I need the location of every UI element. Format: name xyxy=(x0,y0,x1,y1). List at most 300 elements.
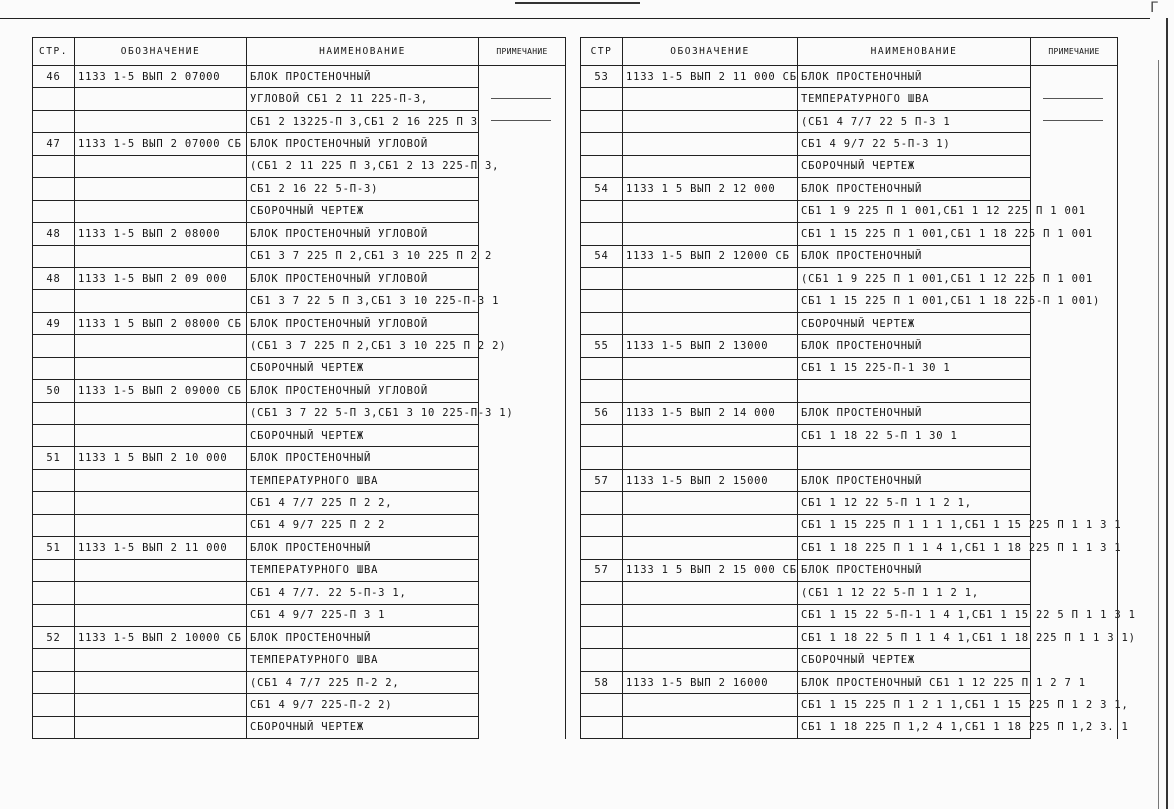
name-cell xyxy=(798,380,1031,402)
name-cell: БЛОК ПРОСТЕНОЧНЫЙ xyxy=(798,559,1031,581)
table-row xyxy=(33,357,479,379)
designation-cell: 1133 1-5 ВЫП 2 09 000 xyxy=(75,267,247,289)
page-cell xyxy=(581,110,623,132)
page-column-header: СТР xyxy=(581,38,623,66)
notes-cell xyxy=(1031,133,1118,155)
designation-cell: 1133 1 5 ВЫП 2 08000 СБ xyxy=(75,312,247,334)
table-row xyxy=(33,626,479,648)
name-cell: СБ1 4 7/7. 22 5-П-3 1, xyxy=(247,582,479,604)
notes-cell xyxy=(479,66,566,88)
page-cell: 56 xyxy=(581,402,623,424)
notes-cell xyxy=(1031,671,1118,693)
table-row xyxy=(581,402,1031,424)
notes-cell xyxy=(1031,447,1118,469)
corner-mark: Г xyxy=(1150,0,1159,16)
designation-cell: 1133 1-5 ВЫП 2 07000 СБ xyxy=(75,133,247,155)
name-cell: БЛОК ПРОСТЕНОЧНЫЙ xyxy=(798,245,1031,267)
page-cell xyxy=(581,155,623,177)
name-cell: БЛОК ПРОСТЕНОЧНЫЙ xyxy=(798,66,1031,88)
name-cell: БЛОК ПРОСТЕНОЧНЫЙ xyxy=(798,178,1031,200)
designation-cell xyxy=(623,200,798,222)
table-row xyxy=(33,537,479,559)
name-cell: (СБ1 1 9 225 П 1 001,СБ1 1 12 225 П 1 001 xyxy=(798,267,1031,289)
designation-cell xyxy=(75,88,247,110)
right-notes-column xyxy=(1030,37,1118,739)
page-cell xyxy=(33,178,75,200)
page-cell xyxy=(581,200,623,222)
notes-cell xyxy=(479,649,566,671)
page-cell xyxy=(581,88,623,110)
designation-cell: 1133 1 5 ВЫП 2 10 000 xyxy=(75,447,247,469)
table-row xyxy=(581,66,1031,88)
designation-cell: 1133 1-5 ВЫП 2 09000 СБ xyxy=(75,380,247,402)
page-cell xyxy=(33,155,75,177)
table-row xyxy=(581,514,1031,536)
name-cell: СБОРОЧНЫЙ ЧЕРТЕЖ xyxy=(798,155,1031,177)
designation-cell xyxy=(623,537,798,559)
page-cell xyxy=(581,380,623,402)
designation-cell xyxy=(75,604,247,626)
designation-cell: 1133 1-5 ВЫП 2 13000 xyxy=(623,335,798,357)
page-cell xyxy=(581,694,623,716)
table-row xyxy=(581,559,1031,581)
name-cell: БЛОК ПРОСТЕНОЧНЫЙ xyxy=(247,626,479,648)
name-cell: СБ1 3 7 22 5 П 3,СБ1 3 10 225-П-3 1 xyxy=(247,290,479,312)
designation-cell: 1133 1-5 ВЫП 2 16000 xyxy=(623,671,798,693)
page-cell xyxy=(581,626,623,648)
notes-cell xyxy=(479,380,566,402)
notes-cell xyxy=(1031,88,1118,110)
notes-cell xyxy=(1031,245,1118,267)
designation-cell: 1133 1 5 ВЫП 2 15 000 СБ xyxy=(623,559,798,581)
name-cell: БЛОК ПРОСТЕНОЧНЫЙ xyxy=(798,469,1031,491)
notes-cell xyxy=(1031,110,1118,132)
name-cell: СБ1 1 15 225 П 1 1 1 1,СБ1 1 15 225 П 1 1 3 1 xyxy=(798,514,1031,536)
name-cell: СБ1 1 18 22 5-П 1 30 1 xyxy=(798,425,1031,447)
page-cell xyxy=(581,582,623,604)
notes-cell xyxy=(479,716,566,738)
table-row xyxy=(581,582,1031,604)
notes-cell xyxy=(479,178,566,200)
page-cell xyxy=(33,245,75,267)
name-cell: СБОРОЧНЫЙ ЧЕРТЕЖ xyxy=(798,312,1031,334)
designation-cell xyxy=(623,155,798,177)
table-row xyxy=(581,223,1031,245)
designation-cell xyxy=(623,694,798,716)
notes-cell xyxy=(479,267,566,289)
table-row xyxy=(581,200,1031,222)
name-cell: ТЕМПЕРАТУРНОГО ШВА xyxy=(247,559,479,581)
notes-cell xyxy=(1031,223,1118,245)
page-column-header: СТР. xyxy=(33,38,75,66)
notes-dash xyxy=(491,120,551,121)
table-row xyxy=(581,604,1031,626)
designation-cell xyxy=(623,582,798,604)
notes-cell xyxy=(1031,335,1118,357)
page-cell: 57 xyxy=(581,469,623,491)
notes-cell xyxy=(479,537,566,559)
name-column-header: НАИМЕНОВАНИЕ xyxy=(798,38,1031,66)
page-cell xyxy=(581,290,623,312)
table-row xyxy=(33,267,479,289)
table-row xyxy=(33,425,479,447)
designation-cell xyxy=(623,626,798,648)
table-row xyxy=(33,604,479,626)
name-cell: (СБ1 4 7/7 22 5 П-3 1 xyxy=(798,110,1031,132)
table-row xyxy=(581,626,1031,648)
table-row xyxy=(33,290,479,312)
notes-cell xyxy=(1031,66,1118,88)
designation-cell xyxy=(623,447,798,469)
table-row xyxy=(33,447,479,469)
designation-cell xyxy=(75,582,247,604)
table-row xyxy=(33,223,479,245)
left-register-body xyxy=(33,66,514,739)
table-row xyxy=(581,133,1031,155)
name-cell: БЛОК ПРОСТЕНОЧНЫЙ xyxy=(798,335,1031,357)
right-register-body xyxy=(581,66,1136,739)
top-mark-line xyxy=(515,2,640,4)
table-row xyxy=(33,155,479,177)
page-cell xyxy=(33,425,75,447)
page-cell: 49 xyxy=(33,312,75,334)
page-cell xyxy=(581,357,623,379)
designation-cell xyxy=(623,223,798,245)
notes-cell xyxy=(479,559,566,581)
notes-cell xyxy=(479,425,566,447)
designation-cell xyxy=(75,716,247,738)
page-cell xyxy=(33,335,75,357)
name-cell: (СБ1 3 7 22 5-П 3,СБ1 3 10 225-П-3 1) xyxy=(247,402,479,424)
name-cell: ТЕМПЕРАТУРНОГО ШВА xyxy=(247,649,479,671)
name-cell: СБ1 4 9/7 225-П-2 2) xyxy=(247,694,479,716)
designation-cell xyxy=(75,469,247,491)
name-cell: СБ1 1 12 22 5-П 1 1 2 1, xyxy=(798,492,1031,514)
name-cell: СБ1 1 18 22 5 П 1 1 4 1,СБ1 1 18 225 П 1 1 3 1) xyxy=(798,626,1031,648)
table-row xyxy=(581,155,1031,177)
table-row xyxy=(581,716,1031,738)
notes-cell xyxy=(479,245,566,267)
table-row xyxy=(581,425,1031,447)
notes-cell xyxy=(1031,380,1118,402)
table-row xyxy=(33,402,479,424)
designation-cell xyxy=(623,88,798,110)
table-row xyxy=(33,649,479,671)
page-cell: 48 xyxy=(33,223,75,245)
table-row xyxy=(581,492,1031,514)
name-cell: БЛОК ПРОСТЕНОЧНЫЙ СБ1 1 12 225 П 1 2 7 1 xyxy=(798,671,1031,693)
notes-cell xyxy=(479,357,566,379)
notes-cell xyxy=(479,155,566,177)
designation-cell xyxy=(623,380,798,402)
name-cell: СБОРОЧНЫЙ ЧЕРТЕЖ xyxy=(247,425,479,447)
designation-cell: 1133 1-5 ВЫП 2 11 000 xyxy=(75,537,247,559)
name-cell: БЛОК ПРОСТЕНОЧНЫЙ УГЛОВОЙ xyxy=(247,380,479,402)
name-cell: БЛОК ПРОСТЕНОЧНЫЙ xyxy=(247,66,479,88)
table-row xyxy=(581,649,1031,671)
table-row xyxy=(581,312,1031,334)
page-cell xyxy=(33,694,75,716)
page-cell: 51 xyxy=(33,447,75,469)
page-cell xyxy=(33,649,75,671)
right-header-row xyxy=(581,38,1031,66)
page-cell xyxy=(33,357,75,379)
page-cell xyxy=(33,671,75,693)
page-cell: 57 xyxy=(581,559,623,581)
notes-dash xyxy=(1043,120,1103,121)
page-cell xyxy=(33,492,75,514)
notes-dash xyxy=(1043,98,1103,99)
page-cell xyxy=(33,604,75,626)
notes-cell xyxy=(1031,357,1118,379)
page-cell xyxy=(581,267,623,289)
left-register-table xyxy=(32,37,514,739)
name-cell: СБ1 1 15 225 П 1 001,СБ1 1 18 225 П 1 001 xyxy=(798,223,1031,245)
name-cell: (СБ1 3 7 225 П 2,СБ1 3 10 225 П 2 2) xyxy=(247,335,479,357)
table-row xyxy=(581,290,1031,312)
name-cell: СБ1 2 13225-П 3,СБ1 2 16 225 П 3 xyxy=(247,110,479,132)
page-cell: 55 xyxy=(581,335,623,357)
notes-cell xyxy=(479,447,566,469)
sheet-top-border xyxy=(0,18,1150,19)
name-cell: СБ1 3 7 225 П 2,СБ1 3 10 225 П 2 2 xyxy=(247,245,479,267)
notes-dash xyxy=(491,98,551,99)
page-cell xyxy=(581,133,623,155)
designation-cell xyxy=(75,514,247,536)
designation-cell: 1133 1-5 ВЫП 2 07000 xyxy=(75,66,247,88)
table-row xyxy=(33,312,479,334)
table-row xyxy=(33,66,479,88)
sheet-right-inner-border xyxy=(1158,60,1159,809)
name-cell: (СБ1 2 11 225 П 3,СБ1 2 13 225-П 3, xyxy=(247,155,479,177)
table-row xyxy=(581,267,1031,289)
page-cell xyxy=(581,537,623,559)
page-cell xyxy=(33,514,75,536)
name-cell: СБ1 1 18 225 П 1 1 4 1,СБ1 1 18 225 П 1 1 3 1 xyxy=(798,537,1031,559)
left-header-row xyxy=(33,38,479,66)
notes-cell xyxy=(479,626,566,648)
table-row xyxy=(581,447,1031,469)
designation-cell xyxy=(623,425,798,447)
notes-cell xyxy=(1031,537,1118,559)
notes-cell xyxy=(1031,312,1118,334)
name-cell: БЛОК ПРОСТЕНОЧНЫЙ xyxy=(247,537,479,559)
page-cell: 58 xyxy=(581,671,623,693)
designation-cell: 1133 1-5 ВЫП 2 11 000 СБ xyxy=(623,66,798,88)
table-row xyxy=(581,357,1031,379)
page-cell: 54 xyxy=(581,245,623,267)
name-cell: (СБ1 4 7/7 225 П-2 2, xyxy=(247,671,479,693)
notes-cell xyxy=(1031,514,1118,536)
notes-cell xyxy=(479,604,566,626)
page-cell: 48 xyxy=(33,267,75,289)
designation-cell xyxy=(75,402,247,424)
name-cell: СБОРОЧНЫЙ ЧЕРТЕЖ xyxy=(247,200,479,222)
name-cell: СБ1 4 7/7 225 П 2 2, xyxy=(247,492,479,514)
page-cell xyxy=(581,425,623,447)
notes-cell xyxy=(479,671,566,693)
designation-cell xyxy=(623,716,798,738)
page-cell xyxy=(33,290,75,312)
table-row xyxy=(33,380,479,402)
designation-cell xyxy=(623,267,798,289)
table-row xyxy=(581,110,1031,132)
designation-cell: 1133 1-5 ВЫП 2 15000 xyxy=(623,469,798,491)
table-row xyxy=(33,582,479,604)
name-cell: БЛОК ПРОСТЕНОЧНЫЙ УГЛОВОЙ xyxy=(247,312,479,334)
designation-cell: 1133 1-5 ВЫП 2 14 000 xyxy=(623,402,798,424)
notes-cell xyxy=(1031,425,1118,447)
page-cell: 54 xyxy=(581,178,623,200)
designation-cell xyxy=(75,110,247,132)
designation-column-header: ОБОЗНАЧЕНИЕ xyxy=(623,38,798,66)
table-row xyxy=(581,380,1031,402)
table-row xyxy=(581,694,1031,716)
name-cell: СБОРОЧНЫЙ ЧЕРТЕЖ xyxy=(247,716,479,738)
name-cell: БЛОК ПРОСТЕНОЧНЫЙ УГЛОВОЙ xyxy=(247,267,479,289)
name-cell: СБ1 1 15 225-П-1 30 1 xyxy=(798,357,1031,379)
designation-cell xyxy=(623,604,798,626)
designation-cell: 1133 1-5 ВЫП 2 12000 СБ xyxy=(623,245,798,267)
notes-cell xyxy=(479,402,566,424)
table-row xyxy=(33,88,479,110)
designation-cell xyxy=(75,357,247,379)
notes-cell xyxy=(479,223,566,245)
page-cell xyxy=(33,559,75,581)
designation-cell xyxy=(75,492,247,514)
notes-cell xyxy=(479,133,566,155)
name-cell: ТЕМПЕРАТУРНОГО ШВА xyxy=(798,88,1031,110)
designation-cell xyxy=(75,245,247,267)
table-row xyxy=(33,200,479,222)
designation-cell xyxy=(75,155,247,177)
table-row xyxy=(33,716,479,738)
name-cell: (СБ1 1 12 22 5-П 1 1 2 1, xyxy=(798,582,1031,604)
name-cell: БЛОК ПРОСТЕНОЧНЫЙ xyxy=(798,402,1031,424)
name-cell: БЛОК ПРОСТЕНОЧНЫЙ xyxy=(247,447,479,469)
table-row xyxy=(33,133,479,155)
designation-cell: 1133 1-5 ВЫП 2 08000 xyxy=(75,223,247,245)
designation-cell xyxy=(623,312,798,334)
designation-cell xyxy=(75,335,247,357)
notes-cell xyxy=(1031,290,1118,312)
name-cell: ТЕМПЕРАТУРНОГО ШВА xyxy=(247,469,479,491)
name-cell: СБ1 1 15 22 5-П-1 1 4 1,СБ1 1 15 22 5 П 1 1 3 1 xyxy=(798,604,1031,626)
designation-cell xyxy=(75,200,247,222)
page-cell xyxy=(581,604,623,626)
notes-cell xyxy=(1031,492,1118,514)
notes-cell xyxy=(1031,649,1118,671)
page-cell xyxy=(581,716,623,738)
designation-cell xyxy=(623,290,798,312)
name-cell: СБ1 1 9 225 П 1 001,СБ1 1 12 225 П 1 001 xyxy=(798,200,1031,222)
notes-column-header: ПРИМЕЧАНИЕ xyxy=(1031,38,1118,66)
name-cell: СБ1 2 16 22 5-П-3) xyxy=(247,178,479,200)
designation-cell xyxy=(623,514,798,536)
name-cell: СБ1 4 9/7 225-П 3 1 xyxy=(247,604,479,626)
notes-cell xyxy=(1031,178,1118,200)
table-row xyxy=(33,335,479,357)
notes-cell xyxy=(1031,604,1118,626)
table-row xyxy=(33,694,479,716)
notes-cell xyxy=(1031,582,1118,604)
designation-cell xyxy=(623,133,798,155)
page-cell: 53 xyxy=(581,66,623,88)
page-cell xyxy=(581,447,623,469)
name-cell: УГЛОВОЙ СБ1 2 11 225-П-3, xyxy=(247,88,479,110)
notes-cell xyxy=(1031,402,1118,424)
sheet-right-border xyxy=(1166,18,1168,809)
name-cell: СБ1 4 9/7 225 П 2 2 xyxy=(247,514,479,536)
table-row xyxy=(33,469,479,491)
table-row xyxy=(33,178,479,200)
name-cell: СБ1 1 15 225 П 1 2 1 1,СБ1 1 15 225 П 1 2 3 1, xyxy=(798,694,1031,716)
page-cell xyxy=(581,649,623,671)
notes-cell xyxy=(479,88,566,110)
table-row xyxy=(581,335,1031,357)
table-row xyxy=(33,514,479,536)
page-cell xyxy=(33,469,75,491)
name-column-header: НАИМЕНОВАНИЕ xyxy=(247,38,479,66)
page-cell xyxy=(581,492,623,514)
table-row xyxy=(33,245,479,267)
designation-cell xyxy=(623,492,798,514)
table-row xyxy=(581,245,1031,267)
notes-column-header: ПРИМЕЧАНИЕ xyxy=(479,38,566,66)
designation-cell xyxy=(623,357,798,379)
page-cell xyxy=(33,716,75,738)
table-row xyxy=(581,178,1031,200)
notes-cell xyxy=(1031,200,1118,222)
page-cell: 50 xyxy=(33,380,75,402)
table-row xyxy=(33,671,479,693)
notes-cell xyxy=(479,694,566,716)
name-cell: СБ1 1 15 225 П 1 001,СБ1 1 18 225-П 1 001) xyxy=(798,290,1031,312)
notes-cell xyxy=(1031,469,1118,491)
designation-cell xyxy=(623,649,798,671)
notes-cell xyxy=(479,200,566,222)
notes-cell xyxy=(479,312,566,334)
notes-cell xyxy=(1031,155,1118,177)
designation-cell xyxy=(75,671,247,693)
notes-cell xyxy=(479,514,566,536)
notes-cell xyxy=(1031,267,1118,289)
designation-cell xyxy=(75,694,247,716)
notes-cell xyxy=(479,469,566,491)
designation-column-header: ОБОЗНАЧЕНИЕ xyxy=(75,38,247,66)
table-row xyxy=(581,537,1031,559)
table-row xyxy=(33,492,479,514)
page-cell xyxy=(33,200,75,222)
notes-cell xyxy=(479,335,566,357)
page-cell xyxy=(33,110,75,132)
designation-cell xyxy=(75,649,247,671)
designation-cell xyxy=(623,110,798,132)
page-cell: 52 xyxy=(33,626,75,648)
page-cell: 47 xyxy=(33,133,75,155)
page-cell xyxy=(33,402,75,424)
left-notes-column xyxy=(478,37,566,739)
name-cell: СБ1 4 9/7 22 5-П-3 1) xyxy=(798,133,1031,155)
page-cell xyxy=(581,312,623,334)
designation-cell xyxy=(75,559,247,581)
notes-cell xyxy=(1031,626,1118,648)
notes-cell xyxy=(1031,694,1118,716)
name-cell: БЛОК ПРОСТЕНОЧНЫЙ УГЛОВОЙ xyxy=(247,223,479,245)
name-cell: СБ1 1 18 225 П 1,2 4 1,СБ1 1 18 225 П 1,2 3. 1 xyxy=(798,716,1031,738)
notes-cell xyxy=(479,492,566,514)
page-cell xyxy=(33,582,75,604)
